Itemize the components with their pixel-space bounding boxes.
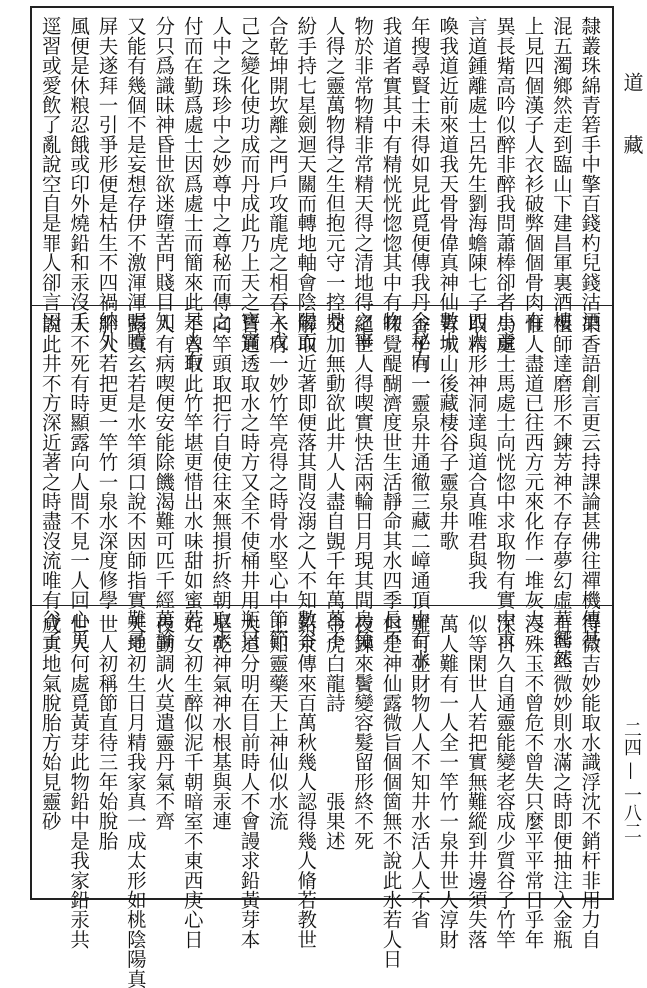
text-column: 世人初稱節直待三年始脫胎 — [95, 614, 119, 851]
text-column: 果香語創言更云持課論甚佛往禪機傳甚 — [578, 314, 602, 649]
text-column: 難可並財物人人不知井水活人人不省 — [407, 614, 431, 930]
text-column: 己之變化使功成而丹成此乃上天之寶實 — [237, 16, 261, 351]
text-column: 夜鍊來鬢變容髮留形終不死 — [351, 614, 375, 851]
text-column: 混五濁鄉然走到臨山下建昌軍裏酒樓 — [549, 16, 573, 332]
text-column: 異長觜高吟似醉非醉我問蕭棒卻者小童 — [493, 16, 517, 351]
text-column: 喚我道近前來道我天骨骨偉真神仙數十 — [436, 16, 460, 351]
text-panel-3 — [32, 606, 612, 988]
text-column: 我道者實其中有精恍恍惚惚其中有物 — [379, 16, 403, 332]
text-column: 馬處士馬處士向恍惚中求取物有實中求 — [493, 314, 517, 649]
text-column: 人得之靈萬物得之生但抱元守一控鼎 — [322, 16, 346, 332]
text-column: 是乾神氣神水根基與汞連 — [209, 614, 233, 831]
text-column: 紛手持七星劍迴天關而轉地軸會陰陽而 — [294, 16, 318, 351]
text-column: 交加無動欲此井人人盡自覬千年萬萬不 — [322, 314, 346, 649]
text-column: 絕世人得喫實快活兩輪日月現其間鳥兔 — [351, 314, 375, 649]
text-column: 得微吉妙能取水識浮沈不銷杆非用力自 — [578, 614, 602, 949]
text-column: 大道分明在目前時人不會謾求鉛黃芽本 — [237, 614, 261, 949]
page-frame — [30, 6, 614, 988]
text-column: 年搜尋賢士未得如見此覓便傳我丹金秘向 — [407, 16, 431, 371]
text-column: 浸殊玉不曾危不曾失只麼平平常日乎年 — [521, 614, 545, 949]
text-column: 向竿頭取把行自使往來無損折終朝取水 — [209, 314, 233, 649]
text-column: 萬人難有一人全一竿竹一泉井世人淳財 — [436, 614, 460, 949]
text-column: 世人何處覓黃芽此物鉛中是我家鉛汞共 — [67, 614, 91, 949]
text-column: 惟人盡道已往西方元來化作一堆灰大 — [521, 314, 545, 630]
text-column: 有些些微妙則水滿之時即便抽注入金瓶 — [549, 614, 573, 949]
text-column: 青城山後藏棲谷子靈泉井歌 — [436, 314, 460, 551]
text-column: 屏夫遂拜一引爭形便是枯生不四禍納外 — [95, 16, 119, 351]
text-column: 風便是休粮忍餓或印外燒鉛和汞沒手 — [67, 16, 91, 332]
text-column: 分只爲識昧神昏世欲迷墮苦門賤目知 — [152, 16, 176, 332]
text-column: 不曾取此竹竿堪更惜出水味甜如蜜若 — [180, 314, 204, 630]
text-column: 但是神仙露微旨個個箇無不說此水若人日 — [379, 614, 403, 969]
text-column: 夜勤調火莫遣靈丹氣不齊 — [152, 614, 176, 831]
text-column: 上見四個漢子人衣衫破弊個個骨肉有 — [521, 16, 545, 332]
text-column: 人有病喫便安能除饑渴難可匹千經萬論 — [152, 314, 176, 649]
text-panel-2 — [32, 306, 612, 669]
margin-page-number: 二四 — 一八二 — [621, 720, 642, 840]
text-column: 物於非常物精非常精天得之清地得之寧 — [351, 16, 375, 351]
text-column: 露真玄若是水竿須口說不因師指實難尋 — [123, 314, 147, 649]
text-column: 上知靈藥天上神仙似水流 — [265, 614, 289, 831]
text-column: 似等閑世人若把實無難縱到井邊須失落 — [464, 614, 488, 949]
text-column: 人不死有時顯露向人間不見一人回心覓 — [67, 314, 91, 649]
text-column: 味覺醍醐濟度世生活靜命其水四季長不 — [379, 314, 403, 649]
text-column: 言道鍾離處士呂先生劉海蟾陳七子四人 — [464, 16, 488, 351]
text-column: 皆通透取水之時方又全不使桶井用瓶只 — [237, 314, 261, 649]
text-column: 人中之珠珍中之妙尊中之尊秘而傳之 — [209, 16, 233, 332]
text-column: 隸叢珠綿青箬手中擎百錢杓兒錢沽酒 — [578, 16, 602, 332]
text-column: 金虎白龍詩 張果述 — [322, 614, 346, 851]
margin-title-top-right: 道 藏 — [620, 72, 644, 173]
text-column: 說此井不方深近著之時盡沒流唯有谷子 — [38, 314, 62, 649]
text-column: 深日久自通靈能變老容成少質谷子竹竿 — [493, 614, 517, 949]
text-column: 合乾坤開坎離之門戶攻龍虎之相吞入戊 — [265, 16, 289, 351]
text-column: 解取近著即便落其間沒溺之人不知數谷 — [294, 314, 318, 649]
text-column: 鉛汞傳來百萬秋幾人認得幾人脩若教世 — [294, 614, 318, 949]
text-column: 子有一妙竹竿亮得之時骨水堅心中節節 — [265, 314, 289, 649]
text-column: 成真地氣脫胎方始見靈砂 — [38, 614, 62, 831]
text-column: 逕習或愛飲了亂說空自是罪人卻言因 — [38, 16, 62, 332]
text-column: 肸人若把更一竿竹一泉水深度修學 — [95, 314, 119, 610]
text-column: 付而在勤爲處士因爲處士而簡來此是人有 — [180, 16, 204, 371]
text-column: 姹女初生醉似泥千朝暗室不東西庚心日 — [180, 614, 204, 949]
text-column: 谷子有一靈泉井通徹三藏二嶂通頂中有水 — [407, 314, 431, 669]
text-column: 天地初生日月精我家真一成太形如桃陰陽真 — [123, 614, 147, 988]
text-column: 取精形神洞達與道合真唯君與我 — [464, 314, 488, 590]
text-panel-1 — [32, 8, 612, 371]
text-column: 祖師達磨形不鍊芳神不存存夢幻虛華嚮然 — [549, 314, 573, 669]
text-column: 又能有幾個不是妄想存伊不激渾渾唱噎 — [123, 16, 147, 351]
